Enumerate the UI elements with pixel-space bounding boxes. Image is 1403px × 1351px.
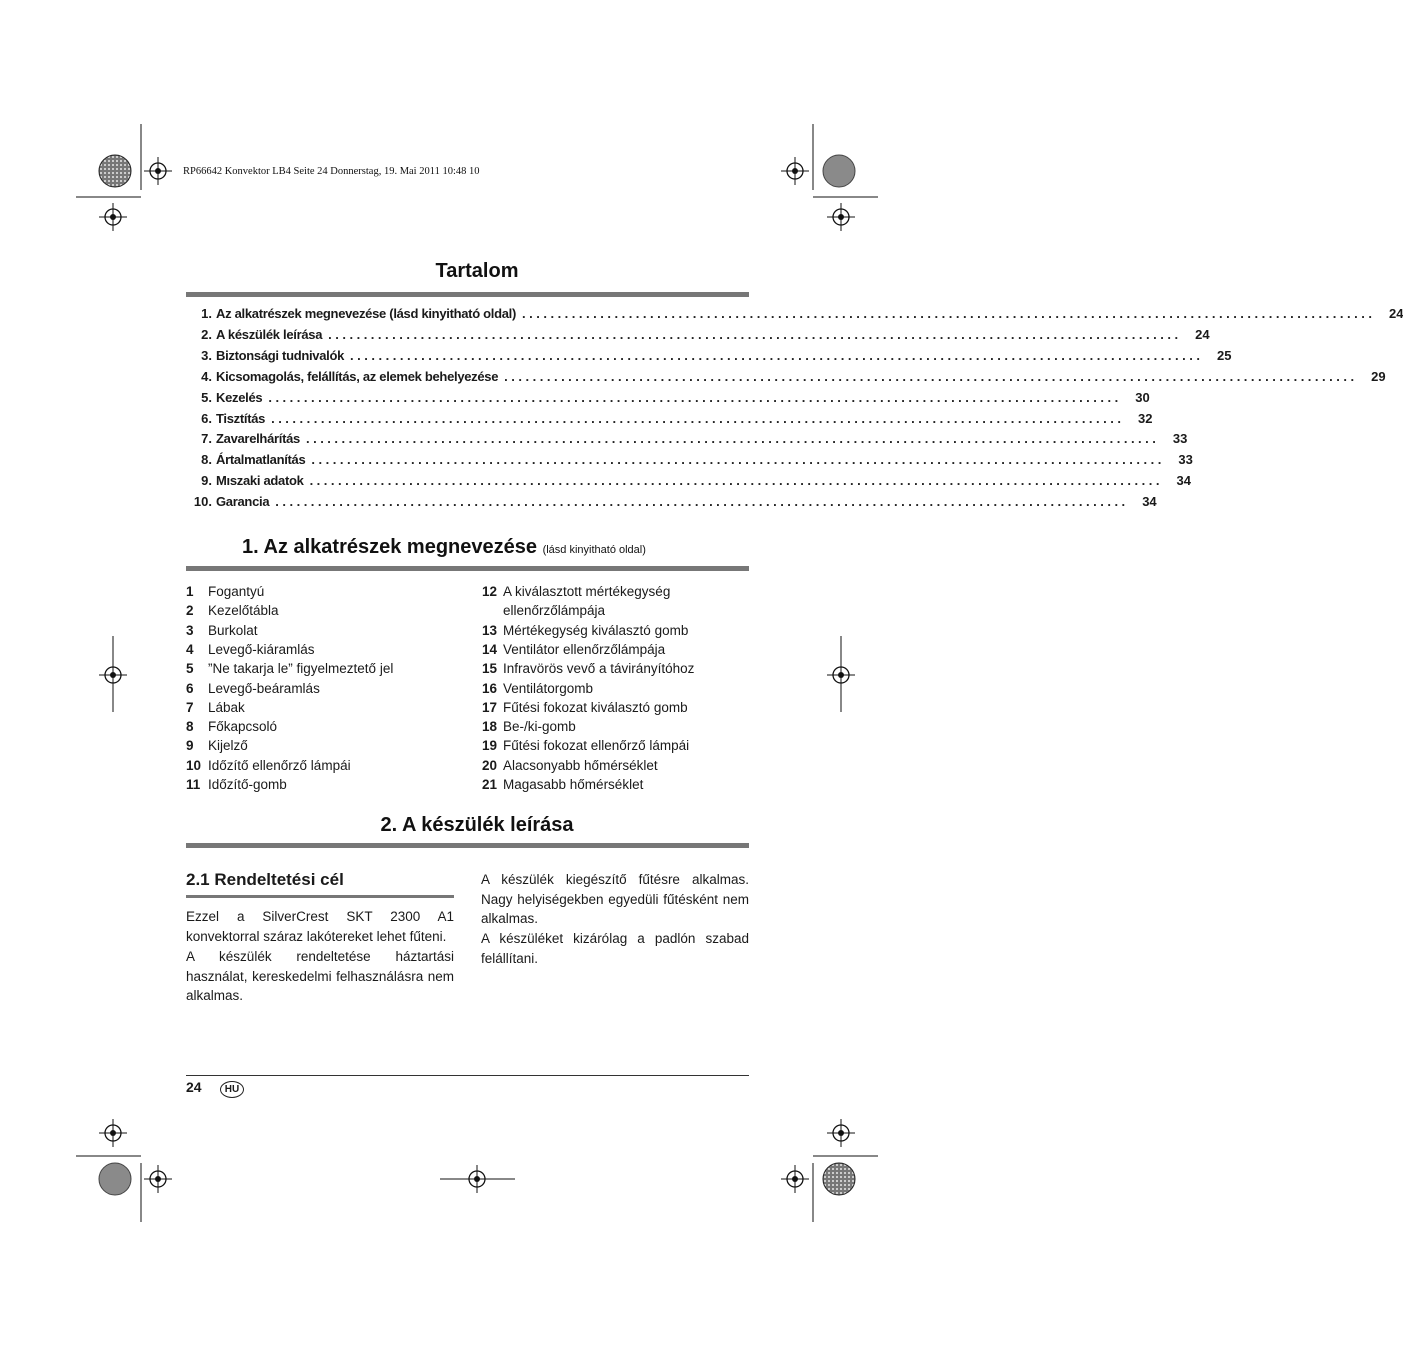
toc-heading: Tartalom <box>435 260 519 282</box>
toc-entry <box>186 368 1386 389</box>
part-label: Főkapcsoló <box>208 719 278 735</box>
toc-entry-page: 24 <box>1388 306 1403 321</box>
language-badge: HU <box>220 1081 244 1098</box>
part-number: 5 <box>186 661 194 677</box>
part-label: Időzítő ellenőrző lámpái <box>208 757 351 773</box>
toc-entry <box>186 347 1232 368</box>
page-number: 24 <box>186 1079 202 1095</box>
part-item <box>186 640 315 659</box>
part-item <box>482 756 658 775</box>
part-label: Levegő-kiáramlás <box>208 641 315 657</box>
toc-entry <box>186 410 1153 431</box>
part-number: 21 <box>482 777 498 792</box>
toc-entry-title: Zavarelhárítás <box>216 431 300 447</box>
toc-entry-title: Biztonsági tudnivalók <box>216 347 345 363</box>
part-item <box>482 717 576 736</box>
paragraph-right-2: A készüléket kizárólag a padlón szabad felállítani. <box>481 931 749 966</box>
toc-entry-page: 32 <box>1138 410 1153 426</box>
section2-heading: 2. A készülék leírása <box>380 814 574 836</box>
section1-title: 1. Az alkatrészek megnevezése <box>242 536 537 558</box>
part-number: 1 <box>186 584 194 599</box>
part-label: Ventilátorgomb <box>503 680 594 696</box>
part-item <box>186 717 277 736</box>
toc-leader-dots: ........................................................................................................................ <box>522 306 1376 321</box>
part-label: Fűtési fokozat kiválasztó gomb <box>503 699 688 715</box>
part-label: Fűtési fokozat ellenőrző lámpái <box>503 738 690 754</box>
toc-entry-page: 33 <box>1172 431 1188 447</box>
part-item <box>482 736 689 755</box>
part-number: 7 <box>186 699 194 715</box>
toc-entry-title: Az alkatrészek megnevezése (lásd kinyitható oldal) <box>216 306 517 321</box>
part-number: 9 <box>186 738 194 754</box>
part-item <box>186 756 351 775</box>
section1-heading <box>242 536 646 559</box>
toc-entry-page: 30 <box>1135 389 1150 405</box>
section1-note: (lásd kinyitható oldal) <box>542 544 646 556</box>
part-label: Be-/ki-gomb <box>503 719 576 735</box>
part-label: A kiválasztott mértékegység <box>503 584 671 599</box>
part-number: 10 <box>186 757 202 773</box>
part-label-cont: ellenőrzőlámpája <box>503 603 606 619</box>
part-item <box>482 659 694 678</box>
part-number: 18 <box>482 719 498 735</box>
part-number: 11 <box>186 777 201 792</box>
part-number: 8 <box>186 719 194 735</box>
part-item <box>186 679 320 698</box>
toc-rule <box>186 292 749 297</box>
part-number: 2 <box>186 603 194 619</box>
toc-entry-number: 1. <box>201 306 212 321</box>
toc-leader-dots: ........................................................................................................................ <box>305 431 1160 447</box>
part-item <box>186 775 287 794</box>
part-item <box>186 601 279 620</box>
part-item <box>482 698 688 717</box>
part-item <box>186 659 393 678</box>
toc-entry-number: 3. <box>201 347 212 363</box>
part-item <box>186 698 245 717</box>
part-label: Burkolat <box>208 622 258 638</box>
toc-entry-title: Kicsomagolás, felállítás, az elemek behelyezése <box>216 368 499 384</box>
part-label: ”Ne takarja le” figyelmeztető jel <box>208 661 394 677</box>
toc-entry-title: Kezelés <box>216 389 263 405</box>
toc-leader-dots: ........................................................................................................................ <box>350 347 1204 363</box>
part-label: Infravörös vevő a távirányítóhoz <box>503 661 695 677</box>
part-label: Alacsonyabb hőmérséklet <box>503 757 658 773</box>
part-number: 6 <box>186 680 194 696</box>
toc-entry-title: Garancia <box>216 494 270 510</box>
toc-entry <box>186 494 1157 514</box>
part-label: Levegő-beáramlás <box>208 680 320 696</box>
toc-entry-number: 5. <box>201 389 212 405</box>
toc-entry <box>186 306 1403 326</box>
part-label: Fogantyú <box>208 584 265 599</box>
toc-entry-title: Mıszaki adatok <box>216 473 304 489</box>
toc-leader-dots: ........................................................................................................................ <box>328 326 1182 342</box>
part-label: Kezelőtábla <box>208 603 279 619</box>
toc-entry <box>186 473 1191 493</box>
toc-entry-number: 9. <box>201 473 212 489</box>
toc-entry-page: 25 <box>1217 347 1232 363</box>
toc-leader-dots: ........................................................................................................................ <box>311 452 1165 468</box>
part-number: 4 <box>186 641 194 657</box>
print-header: RP66642 Konvektor LB4 Seite 24 Donnerstag, 19. Mai 2011 10:48 10 <box>183 166 480 177</box>
part-number: 3 <box>186 622 194 638</box>
part-label: Magasabb hőmérséklet <box>503 777 644 792</box>
toc-entry-number: 4. <box>201 368 212 384</box>
toc-entry-number: 6. <box>201 410 212 426</box>
toc-leader-dots: ........................................................................................................................ <box>504 368 1358 384</box>
toc-entry-page: 34 <box>1176 473 1191 489</box>
toc-entry-page: 33 <box>1178 452 1193 468</box>
toc-entry <box>186 389 1150 410</box>
part-number: 17 <box>482 699 498 715</box>
paragraph-right-1: A készülék kiegészítő fűtésre alkalmas. Nagy helyiségekben egyedüli fűtésként nem alkalmas. <box>481 872 749 926</box>
part-item <box>482 582 670 621</box>
part-label: Kijelző <box>208 738 248 754</box>
part-item <box>186 736 248 755</box>
toc-entry-number: 8. <box>201 452 212 468</box>
toc-leader-dots: ........................................................................................................................ <box>275 494 1129 510</box>
part-label: Lábak <box>208 699 245 715</box>
toc-entry <box>186 326 1210 347</box>
part-item <box>482 640 665 659</box>
toc-entry-page: 34 <box>1142 494 1157 510</box>
toc-entry-title: Tisztítás <box>216 410 266 426</box>
toc-entry <box>186 431 1188 451</box>
toc-entry-number: 7. <box>201 431 212 447</box>
toc-leader-dots: ........................................................................................................................ <box>309 473 1163 489</box>
part-number: 15 <box>482 661 498 677</box>
part-item <box>482 679 593 698</box>
part-number: 13 <box>482 622 498 638</box>
subsection-rule <box>186 895 454 898</box>
part-number: 20 <box>482 757 498 773</box>
part-item <box>186 621 258 640</box>
toc-entry-title: Ártalmatlanítás <box>216 452 306 468</box>
toc-leader-dots: ........................................................................................................................ <box>268 389 1122 405</box>
part-number: 16 <box>482 680 498 696</box>
toc-entry-title: A készülék leírása <box>216 326 323 342</box>
toc-entry <box>186 452 1193 472</box>
paragraph-left-2: A készülék rendeltetése háztartási használat, kereskedelmi felhasználásra nem alkalmas. <box>186 949 454 1003</box>
toc-entry-number: 2. <box>201 326 212 342</box>
part-label: Időzítő-gomb <box>208 777 287 792</box>
footer-rule <box>186 1075 749 1076</box>
section2-rule <box>186 843 749 848</box>
part-number: 19 <box>482 738 498 754</box>
part-label: Ventilátor ellenőrzőlámpája <box>503 641 666 657</box>
paragraph-left-1: Ezzel a SilverCrest SKT 2300 A1 konvektorral száraz lakótereket lehet fűteni. <box>186 909 454 944</box>
part-number: 12 <box>482 584 498 599</box>
part-label: Mértékegység kiválasztó gomb <box>503 622 689 638</box>
part-item <box>482 775 643 794</box>
part-item <box>186 582 264 601</box>
toc-leader-dots: ........................................................................................................................ <box>271 410 1125 426</box>
toc-entry-page: 29 <box>1371 368 1386 384</box>
part-item <box>482 621 688 640</box>
toc-entry-number: 10. <box>193 494 212 510</box>
toc-entry-page: 24 <box>1195 326 1210 342</box>
subsection-heading: 2.1 Rendeltetési cél <box>186 870 344 889</box>
part-number: 14 <box>482 641 498 657</box>
section1-rule <box>186 566 749 571</box>
